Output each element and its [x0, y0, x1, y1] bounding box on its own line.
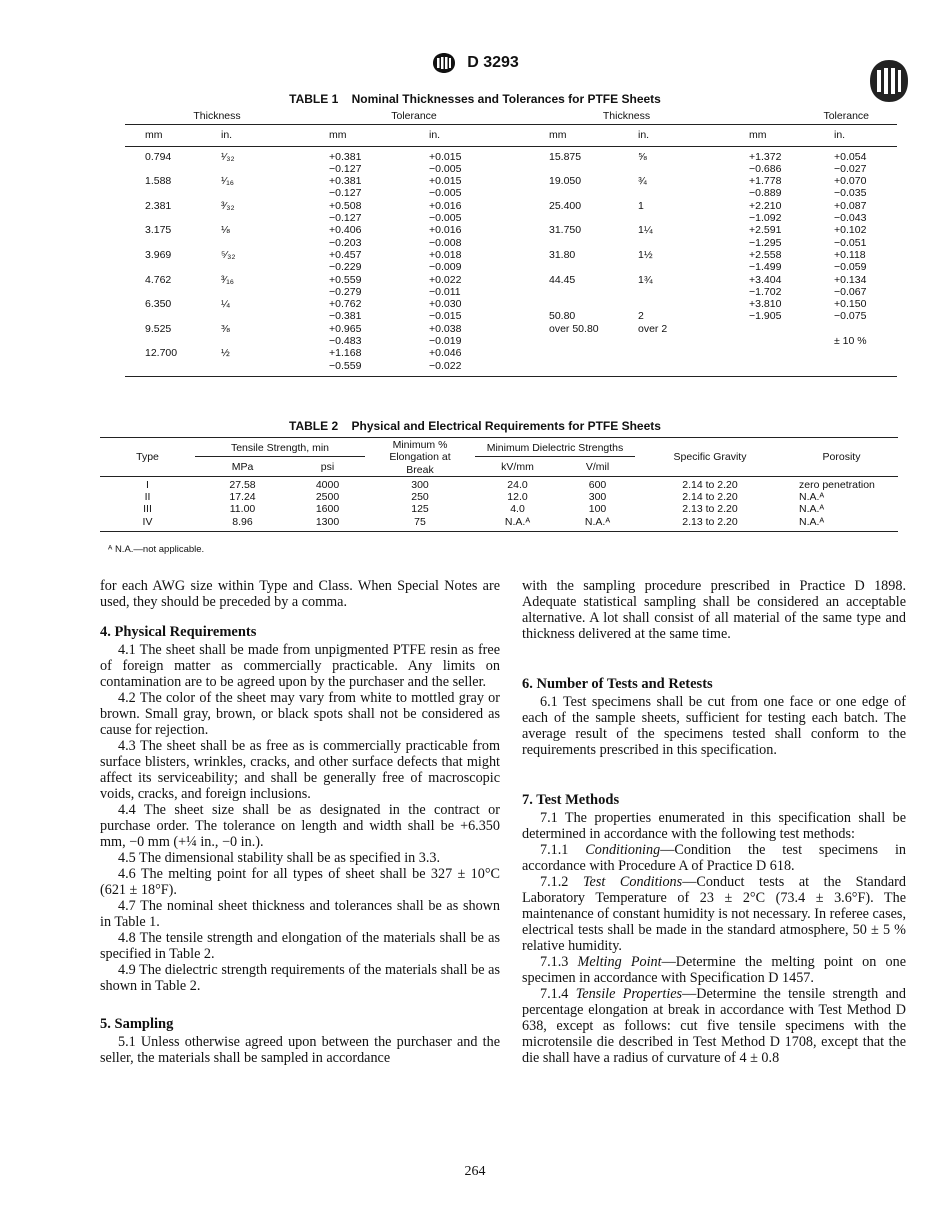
paragraph: for each AWG size within Type and Class. When Special Notes are used, they should be preceded by a comma. — [100, 578, 500, 610]
table1-cell: 31.750 — [549, 224, 582, 237]
table2-caption-number: TABLE 2 — [289, 419, 339, 433]
paragraph: 4.6 The melting point for all types of sheet shall be 327 ± 10°C (621 ± 18°F). — [100, 866, 500, 898]
section-heading: 6. Number of Tests and Retests — [522, 676, 713, 692]
table1-cell: +3.810 −1.905 — [749, 298, 782, 323]
table1-cell: ¹⁄₁₆ — [221, 175, 235, 188]
table1-cell: +1.168 −0.559 — [309, 347, 409, 376]
table1-cell: ³⁄₁₆ — [221, 273, 235, 286]
clause-term: Tensile Properties — [575, 986, 683, 1002]
table2-cell: N.A.ᴬ — [799, 503, 825, 516]
table2-caption-title: Physical and Electrical Requirements for PTFE Sheets — [351, 419, 661, 433]
table1-row — [125, 175, 897, 200]
table2-cell: 8.96 — [195, 516, 290, 532]
table1-unit-header — [125, 125, 897, 146]
right-text-column — [522, 578, 906, 1066]
table2-header-kvmm: kV/mm — [501, 461, 534, 474]
paragraph — [522, 986, 906, 1066]
table1-cell: +0.457 −0.229 — [329, 248, 362, 274]
table1-cell: 1.588 — [145, 175, 172, 188]
table1-group-header — [125, 110, 897, 125]
table1-unit-cell: in. — [634, 125, 734, 146]
table1-cell: +1.372 −0.686 — [734, 146, 814, 175]
table2-header-elongation-line: Minimum % — [392, 439, 448, 451]
table2-footnote: ᴬ N.A.—not applicable. — [108, 544, 205, 555]
section-heading: 7. Test Methods — [522, 792, 620, 808]
table2-row — [100, 476, 898, 491]
table1-cell: +0.762 −0.381 — [329, 298, 362, 323]
table1-cell: over 50.80 — [549, 322, 599, 335]
table2-caption — [0, 419, 950, 433]
table2-cell: N.A.ᴬ — [799, 491, 825, 504]
table2-cell: 250 — [411, 491, 429, 504]
table2-cell: 17.24 — [229, 491, 256, 504]
table2-header-elongation — [365, 438, 475, 477]
table2-header-porosity: Porosity — [785, 438, 898, 477]
astm-logo-icon — [431, 52, 457, 74]
paragraph: 7.1 The properties enumerated in this specification shall be determined in accordance with the following test methods: — [522, 810, 906, 842]
table1-cell: ³⁄₃₂ — [221, 199, 235, 212]
table1-cell: ½ — [217, 347, 309, 376]
table1-cell: 1 — [638, 199, 644, 212]
table1-unit-cell: mm — [309, 125, 409, 146]
table1-cell: ¹⁄₃₂ — [217, 146, 309, 175]
table1-cell: 4.762 — [145, 273, 172, 286]
table1-cell: +0.054 −0.027 — [814, 146, 897, 175]
paragraph: 4.1 The sheet shall be made from unpigmented PTFE resin as free of foreign matter as commercially practicable. Any limits on contamination are to be agreed upon by the purchaser and the seller. — [100, 642, 500, 690]
table1-caption — [0, 92, 950, 106]
table2 — [100, 437, 898, 532]
table1-cell: 31.80 — [549, 248, 576, 261]
table2-header-type: Type — [100, 438, 195, 477]
table1-cell: 50.80 — [549, 310, 576, 323]
section-heading: 4. Physical Requirements — [100, 624, 257, 640]
table2-cell: 2500 — [315, 491, 340, 504]
table1-cell: +0.087 −0.043 — [834, 199, 867, 225]
table1-cell: 3.969 — [145, 248, 172, 261]
table1-cell: +2.210 −1.092 — [749, 199, 782, 225]
table1-row — [125, 298, 897, 323]
table1-cell: +0.134 −0.067 — [834, 273, 867, 298]
page-number: 264 — [464, 1164, 486, 1179]
table1-unit-cell: mm — [734, 125, 814, 146]
table1-row — [125, 274, 897, 299]
table1-cell: +0.070 −0.035 — [834, 175, 867, 200]
clause-text: —Determine the tensile strength and percentage elongation at break in accordance with Test Method D 638, except as follows: cut five tensile specimens with the microtensile die described in Test Method D 1708, except that the die shall have a radius of curvature of 4 ± 0.8 — [522, 986, 906, 1066]
table2-cell: I — [100, 476, 195, 491]
table1-cell — [734, 323, 814, 348]
table1-cell: 25.400 — [549, 199, 582, 212]
table2-header-dielectric: Minimum Dielectric Strengths — [475, 438, 635, 457]
clause-text: —Condition the test specimens in accordance with Procedure A of Practice D 618. — [522, 842, 906, 874]
table1-cell — [634, 347, 734, 376]
table1-cell: +0.015 −0.005 — [429, 175, 462, 200]
paragraph: 4.7 The nominal sheet thickness and tolerances shall be as shown in Table 1. — [100, 898, 500, 930]
table1-row — [125, 249, 897, 274]
table1-cell: +0.150 −0.075 — [834, 298, 867, 323]
paragraph — [522, 954, 906, 986]
clause-text: —Conduct tests at the Standard Laboratory Temperature of 23 ± 2°C (73.4 ± 3.6°F). The maintenance of constant humidity is not necessary. In referee cases, electrical tests shall be made in the standard atmosphere, 50 ± 5 % relative humidity. — [522, 874, 907, 954]
paragraph: 4.8 The tensile strength and elongation of the materials shall be as specified in Table 2. — [100, 930, 500, 962]
paragraph: 4.2 The color of the sheet may vary from white to mottled gray or brown. Small gray, brown, or black spots shall not be considered as cause for rejection. — [100, 690, 500, 738]
table2-header-elongation-line: Break — [406, 463, 434, 476]
table1-group-header-cell: Tolerance — [823, 110, 869, 122]
clause-text: —Determine the melting point on one specimen in accordance with Specification D 1457. — [522, 954, 907, 986]
table1-cell: ⅜ — [221, 322, 230, 335]
table1-cell: +0.381 −0.127 — [329, 175, 362, 200]
table1-cell: +0.022 −0.011 — [429, 273, 462, 298]
paragraph: 4.5 The dimensional stability shall be as specified in 3.3. — [118, 850, 441, 866]
section-heading: 5. Sampling — [100, 1016, 174, 1032]
paragraph: 4.3 The sheet shall be as free as is commercially practicable from surface blisters, wrinkles, cracks, and other surface defects that might affect its serviceability; and shall be generally free of macroscopic voids, cracks, and foreign inclusions. — [100, 738, 500, 802]
table2-row — [100, 516, 898, 532]
table2-body — [100, 476, 898, 531]
table1-cell: 1¾ — [638, 273, 653, 286]
table2-cell: N.A.ᴬ — [475, 516, 560, 532]
table1-cell: +0.038 −0.019 — [429, 322, 462, 348]
table1-cell: +2.558 −1.499 — [749, 248, 782, 274]
table2-row — [100, 503, 898, 515]
table2-cell: 11.00 — [229, 503, 256, 516]
table1-cell: ± 10 % — [834, 335, 867, 348]
table1-unit-cell: mm — [519, 125, 634, 146]
table1-group-header-cell: Tolerance — [391, 110, 437, 122]
table2-header-elongation-line: Elongation at — [389, 451, 451, 464]
table2-cell: 12.0 — [507, 491, 528, 504]
table2-header-gravity: Specific Gravity — [635, 438, 785, 477]
clause-term: Melting Point — [577, 954, 662, 970]
paragraph — [522, 874, 906, 954]
table1-cell: 2 — [638, 310, 644, 323]
table1-unit-cell: in. — [217, 125, 309, 146]
table1-cell: +0.406 −0.203 — [329, 224, 362, 249]
table1-unit-cell: mm — [125, 125, 217, 146]
table1-cell: +0.102 −0.051 — [834, 224, 867, 249]
table1-cell: ¾ — [638, 175, 647, 188]
table1-cell: +0.030 −0.015 — [429, 298, 462, 323]
table2-cell: 1600 — [315, 503, 340, 516]
table1-cell: 12.700 — [125, 347, 217, 376]
table1-cell: ¼ — [221, 298, 230, 311]
table2-cell: 300 — [365, 476, 475, 491]
table1-cell: +2.591 −1.295 — [749, 224, 782, 249]
table1-cell: +0.508 −0.127 — [329, 199, 362, 225]
table1-cell: +0.016 −0.008 — [429, 224, 462, 249]
table1-cell: 9.525 — [145, 322, 172, 335]
page-header — [0, 52, 950, 74]
table1-cell: +0.118 −0.059 — [834, 248, 867, 274]
table2-cell: 4000 — [290, 476, 365, 491]
table1-caption-number: TABLE 1 — [289, 92, 339, 106]
table2-cell: zero penetration — [785, 476, 898, 491]
table1-cell: ⅛ — [221, 224, 230, 237]
table2-cell: 2.14 to 2.20 — [682, 491, 738, 504]
table2-cell: 1300 — [290, 516, 365, 532]
table1-cell: +0.965 −0.483 — [329, 322, 362, 348]
table1-caption-title: Nominal Thicknesses and Tolerances for PTFE Sheets — [351, 92, 661, 106]
paragraph: 4.4 The sheet size shall be as designated in the contract or purchase order. The tolerance on length and width shall be +6.350 mm, −0 mm (+¼ in., −0 in.). — [100, 802, 500, 850]
table1-cell — [814, 347, 897, 376]
table1-cell: +0.559 −0.279 — [329, 273, 362, 298]
table2-cell: 2.14 to 2.20 — [635, 476, 785, 491]
clause-number: 7.1.3 — [540, 954, 569, 970]
table1-body — [125, 146, 897, 376]
table2-cell: 300 — [588, 491, 607, 504]
table2-row — [100, 491, 898, 503]
table1-cell: ⅝ — [634, 146, 734, 175]
table1-cell: +0.018 −0.009 — [429, 248, 462, 274]
clause-number: 7.1.1 — [540, 842, 569, 858]
table1-cell: 44.45 — [549, 273, 576, 286]
table2-cell: 4.0 — [510, 503, 525, 516]
table1-group-header-cell: Thickness — [193, 110, 241, 122]
table2-header-psi: psi — [320, 461, 335, 474]
table1-cell: ⁵⁄₃₂ — [221, 248, 236, 261]
table1-row — [125, 146, 897, 175]
table2-cell: 75 — [365, 516, 475, 532]
table1-group-header-cell: Thickness — [602, 110, 651, 122]
table2-cell: N.A.ᴬ — [560, 516, 635, 532]
table2-cell: 2.13 to 2.20 — [635, 516, 785, 532]
table1-cell: +3.404 −1.702 — [749, 273, 782, 298]
clause-number: 7.1.2 — [540, 874, 569, 890]
table1-cell: +0.046 −0.022 — [409, 347, 519, 376]
paragraph: 4.9 The dielectric strength requirements of the materials shall be as shown in Table 2. — [100, 962, 500, 994]
paragraph — [522, 842, 906, 874]
table1-cell: +0.016 −0.005 — [429, 199, 462, 225]
left-text-column — [100, 578, 500, 1066]
table2-cell: N.A.ᴬ — [785, 516, 898, 532]
table1-cell: over 2 — [638, 322, 668, 335]
table1-cell — [734, 347, 814, 376]
paragraph: 5.1 Unless otherwise agreed upon between the purchaser and the seller, the materials shall be sampled in accordance — [100, 1034, 500, 1066]
table1-cell: 2.381 — [145, 199, 172, 212]
table1-row — [125, 224, 897, 249]
document-designation: D 3293 — [467, 54, 519, 71]
table2-cell: 100 — [588, 503, 607, 516]
table2-cell: 600 — [560, 476, 635, 491]
table1-cell: 0.794 — [125, 146, 217, 175]
table1-cell: 1½ — [638, 248, 653, 261]
table1-unit-cell: in. — [814, 125, 897, 146]
table1-cell: 3.175 — [145, 224, 172, 237]
table2-cell: III — [143, 503, 152, 516]
table2-header-vmil: V/mil — [585, 461, 610, 474]
table2-header-tensile: Tensile Strength, min — [195, 438, 365, 457]
table2-cell: 27.58 — [195, 476, 290, 491]
table2-cell: 2.13 to 2.20 — [682, 503, 738, 516]
table2-cell: 24.0 — [475, 476, 560, 491]
table1-cell: 6.350 — [145, 298, 172, 311]
table1-row — [125, 200, 897, 225]
table2-cell: IV — [100, 516, 195, 532]
paragraph: 6.1 Test specimens shall be cut from one face or one edge of each of the sample sheets, sufficient for testing each batch. The average result of the specimens tested shall conform to the requirements prescribed in this specification. — [522, 694, 906, 758]
table1-cell — [519, 347, 634, 376]
table1-cell: 15.875 — [519, 146, 634, 175]
clause-term: Test Conditions — [582, 874, 683, 890]
clause-number: 7.1.4 — [540, 986, 569, 1002]
table2-cell: II — [144, 491, 151, 504]
table1-row — [125, 347, 897, 376]
table1-cell: +1.778 −0.889 — [749, 175, 782, 200]
table1-cell: 19.050 — [549, 175, 582, 188]
table1-cell: 1¼ — [638, 224, 653, 237]
table1-unit-cell: in. — [409, 125, 519, 146]
paragraph: with the sampling procedure prescribed in Practice D 1898. Adequate statistical sampling shall be considered an acceptable alternative. A lot shall consist of all material of the same type and thickness delivered at the same time. — [522, 578, 906, 642]
table2-header-mpa: MPa — [231, 461, 254, 474]
table1-cell: +0.381 −0.127 — [309, 146, 409, 175]
table1 — [125, 110, 897, 377]
table1-row — [125, 323, 897, 348]
clause-term: Conditioning — [585, 842, 661, 858]
table1-cell: +0.015 −0.005 — [409, 146, 519, 175]
table2-cell: 125 — [411, 503, 429, 516]
